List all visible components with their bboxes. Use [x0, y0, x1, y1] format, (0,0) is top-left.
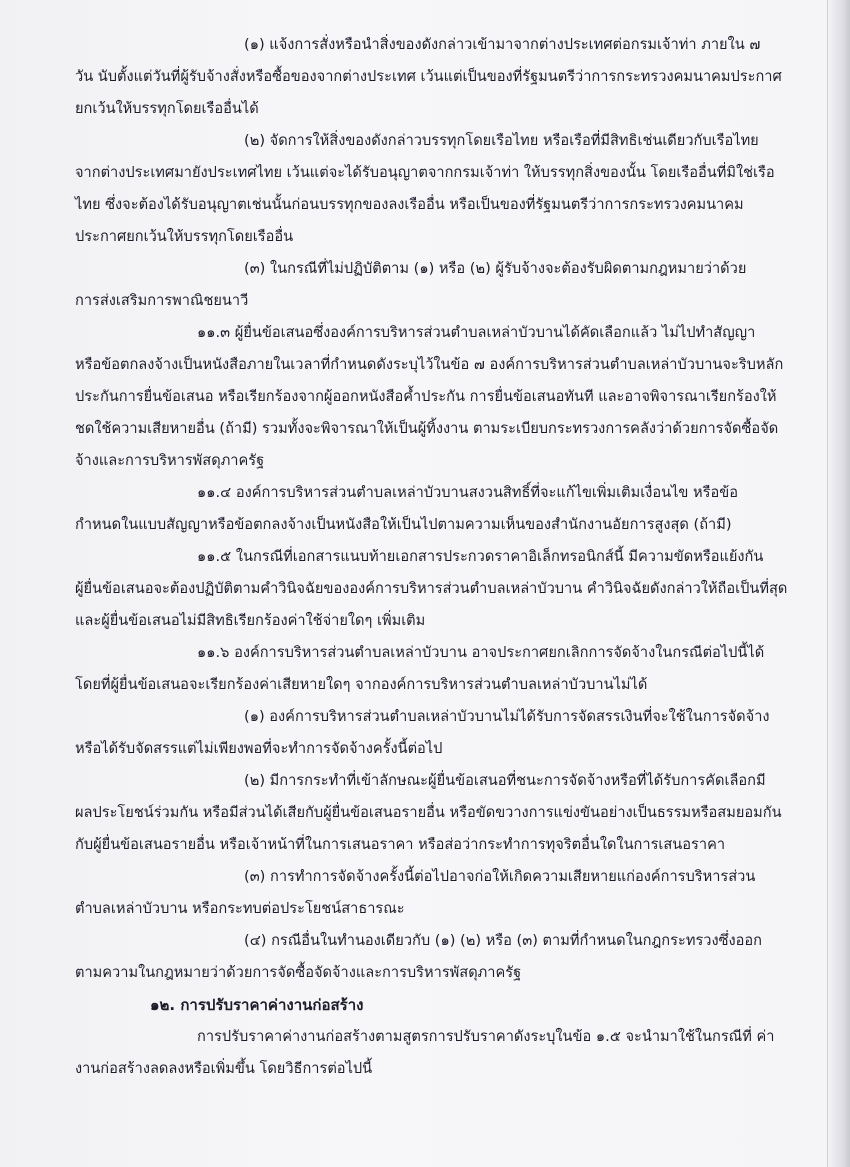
text-line: ผลประโยชน์ร่วมกัน หรือมีส่วนได้เสียกับผู้ยื่นข้อเสนอรายอื่น หรือขัดขวางการแข่งขันอย่างเป็นธรรมหรือสมยอมกัน — [75, 804, 782, 821]
text-line: กำหนดในแบบสัญญาหรือข้อตกลงจ้างเป็นหนังสือให้เป็นไปตามความเห็นของสำนักงานอัยการสูงสุด (ถ้ามี) — [75, 516, 732, 533]
text-line: กับผู้ยื่นข้อเสนอรายอื่น หรือเจ้าหน้าที่ในการเสนอราคา หรือส่อว่ากระทำการทุจริตอื่นใดในการเสนอราคา — [75, 836, 726, 853]
text-line: ประกันการยื่นข้อเสนอ หรือเรียกร้องจากผู้ออกหนังสือค้ำประกัน การยื่นข้อเสนอทันที และอาจพิจารณาเรียกร้องให้ — [75, 388, 777, 405]
text-line: ไทย ซึ่งจะต้องได้รับอนุญาตเช่นนั้นก่อนบรรทุกของลงเรืออื่น หรือเป็นของที่รัฐมนตรีว่าการกระทรวงคมนาคม — [75, 196, 744, 213]
text-line: การส่งเสริมการพาณิชยนาวี — [75, 292, 249, 309]
text-line: ชดใช้ความเสียหายอื่น (ถ้ามี) รวมทั้งจะพิจารณาให้เป็นผู้ทิ้งงาน ตามระเบียบกระทรวงการคลังว่าด้วยการจัดซื้อจัด — [75, 420, 779, 437]
text-line: (๔) กรณีอื่นในทำนองเดียวกับ (๑) (๒) หรือ (๓) ตามที่กำหนดในกฎกระทรวงซึ่งออก — [244, 932, 762, 949]
text-line: (๑) แจ้งการสั่งหรือนำสิ่งของดังกล่าวเข้ามาจากต่างประเทศต่อกรมเจ้าท่า ภายใน ๗ — [244, 36, 761, 53]
text-line: หรือได้รับจัดสรรแต่ไม่เพียงพอที่จะทำการจัดจ้างครั้งนี้ต่อไป — [75, 740, 443, 757]
text-line: (๒) มีการกระทำที่เข้าลักษณะผู้ยื่นข้อเสนอที่ชนะการจัดจ้างหรือที่ได้รับการคัดเลือกมี — [244, 772, 766, 789]
text-line: (๓) การทำการจัดจ้างครั้งนี้ต่อไปอาจก่อให้เกิดความเสียหายแก่องค์การบริหารส่วน — [244, 868, 756, 885]
text-line: จ้างและการบริหารพัสดุภาครัฐ — [75, 452, 265, 469]
text-line: ตำบลเหล่าบัวบาน หรือกระทบต่อประโยชน์สาธารณะ — [75, 900, 405, 917]
text-line: (๑) องค์การบริหารส่วนตำบลเหล่าบัวบานไม่ได้รับการจัดสรรเงินที่จะใช้ในการจัดจ้าง — [244, 708, 770, 725]
text-line: ผู้ยื่นข้อเสนอจะต้องปฏิบัติตามคำวินิจฉัยขององค์การบริหารส่วนตำบลเหล่าบัวบาน คำวินิจฉัยดังกล่าวให้ถือเป็นที่สุด — [75, 580, 788, 597]
text-line: วัน นับตั้งแต่วันที่ผู้รับจ้างสั่งหรือซื้อของจากต่างประเทศ เว้นแต่เป็นของที่รัฐมนตรีว่าการกระทรวงคมนาคมประกาศ — [75, 68, 782, 85]
text-line: หรือข้อตกลงจ้างเป็นหนังสือภายในเวลาที่กำหนดดังระบุไว้ในข้อ ๗ องค์การบริหารส่วนตำบลเหล่าบัวบานจะริบหลัก — [75, 356, 784, 373]
text-line: ตามความในกฎหมายว่าด้วยการจัดซื้อจัดจ้างและการบริหารพัสดุภาครัฐ — [75, 964, 522, 981]
text-line: ๑๑.๓ ผู้ยื่นข้อเสนอซึ่งองค์การบริหารส่วนตำบลเหล่าบัวบานได้คัดเลือกแล้ว ไม่ไปทำสัญญา — [197, 324, 756, 341]
text-line: และผู้ยื่นข้อเสนอไม่มีสิทธิเรียกร้องค่าใช้จ่ายใดๆ เพิ่มเติม — [75, 612, 426, 629]
text-line: งานก่อสร้างลดลงหรือเพิ่มขึ้น โดยวิธีการต่อไปนี้ — [75, 1060, 373, 1077]
page-edge-shadow — [827, 0, 850, 1167]
text-line: การปรับราคาค่างานก่อสร้างตามสูตรการปรับราคาดังระบุในข้อ ๑.๕ จะนำมาใช้ในกรณีที่ ค่า — [197, 1028, 775, 1045]
text-line: โดยที่ผู้ยื่นข้อเสนอจะเรียกร้องค่าเสียหายใดๆ จากองค์การบริหารส่วนตำบลเหล่าบัวบานไม่ได้ — [75, 676, 648, 693]
text-line: (๒) จัดการให้สิ่งของดังกล่าวบรรทุกโดยเรือไทย หรือเรือที่มีสิทธิเช่นเดียวกับเรือไทย — [244, 132, 759, 149]
text-line: (๓) ในกรณีที่ไม่ปฏิบัติตาม (๑) หรือ (๒) ผู้รับจ้างจะต้องรับผิดตามกฎหมายว่าด้วย — [244, 260, 747, 277]
text-line: จากต่างประเทศมายังประเทศไทย เว้นแต่จะได้รับอนุญาตจากกรมเจ้าท่า ให้บรรทุกสิ่งของนั้น โดยเรืออื่นที่มิใช่เรือ — [75, 164, 775, 181]
section-heading: ๑๒. การปรับราคาค่างานก่อสร้าง — [150, 996, 364, 1014]
text-line: ประกาศยกเว้นให้บรรทุกโดยเรืออื่น — [75, 228, 294, 245]
text-line: ๑๑.๖ องค์การบริหารส่วนตำบลเหล่าบัวบาน อาจประกาศยกเลิกการจัดจ้างในกรณีต่อไปนี้ได้ — [197, 644, 765, 661]
text-line: ๑๑.๔ องค์การบริหารส่วนตำบลเหล่าบัวบานสงวนสิทธิ์ที่จะแก้ไขเพิ่มเติมเงื่อนไข หรือข้อ — [197, 484, 739, 501]
text-line: ยกเว้นให้บรรทุกโดยเรืออื่นได้ — [75, 100, 259, 117]
text-line: ๑๑.๕ ในกรณีที่เอกสารแนบท้ายเอกสารประกวดราคาอิเล็กทรอนิกส์นี้ มีความขัดหรือแย้งกัน — [197, 548, 764, 565]
